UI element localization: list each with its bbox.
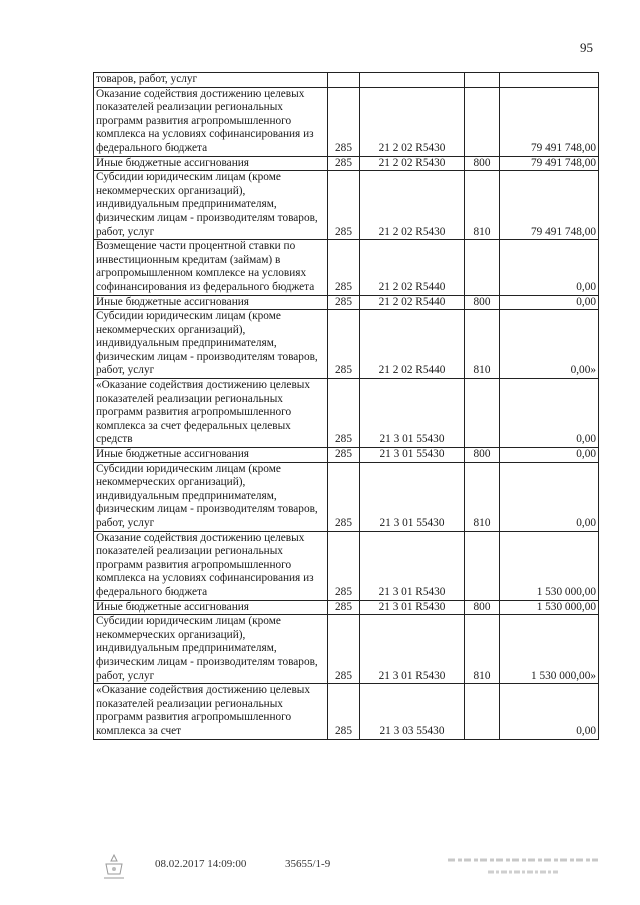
row-target-article: 21 2 02 R5430 xyxy=(360,156,465,171)
row-name: Иные бюджетные ассигнования xyxy=(94,600,328,615)
row-department-code: 285 xyxy=(328,171,360,240)
row-department-code: 285 xyxy=(328,462,360,531)
table-row xyxy=(94,171,599,240)
row-department-code: 285 xyxy=(328,295,360,310)
table-row xyxy=(94,379,599,448)
row-amount: 79 491 748,00 xyxy=(500,171,599,240)
row-expense-type xyxy=(465,240,500,295)
row-amount: 1 530 000,00» xyxy=(500,615,599,684)
budget-table xyxy=(93,72,599,740)
row-expense-type: 810 xyxy=(465,171,500,240)
row-target-article: 21 2 02 R5440 xyxy=(360,310,465,379)
row-department-code: 285 xyxy=(328,615,360,684)
table-row xyxy=(94,240,599,295)
row-department-code xyxy=(328,73,360,88)
row-expense-type xyxy=(465,531,500,600)
row-name: Субсидии юридическим лицам (кроме некоммерческих организаций), индивидуальным предпринимателям, физическим лицам - производителям товаров, работ, услуг xyxy=(94,615,328,684)
row-name: Субсидии юридическим лицам (кроме некоммерческих организаций), индивидуальным предпринимателям, физическим лицам - производителям товаров, работ, услуг xyxy=(94,310,328,379)
row-expense-type: 800 xyxy=(465,156,500,171)
table-row xyxy=(94,448,599,463)
row-name: Иные бюджетные ассигнования xyxy=(94,448,328,463)
row-target-article: 21 2 02 R5430 xyxy=(360,171,465,240)
row-name: Иные бюджетные ассигнования xyxy=(94,295,328,310)
row-name: «Оказание содействия достижению целевых показателей реализации региональных программ развития агропромышленного комплекса за счет xyxy=(94,684,328,739)
row-department-code: 285 xyxy=(328,531,360,600)
row-expense-type xyxy=(465,73,500,88)
row-amount: 0,00 xyxy=(500,462,599,531)
row-department-code: 285 xyxy=(328,684,360,739)
table-row xyxy=(94,684,599,739)
row-target-article: 21 3 03 55430 xyxy=(360,684,465,739)
row-amount: 0,00 xyxy=(500,448,599,463)
table-row xyxy=(94,87,599,156)
row-expense-type: 810 xyxy=(465,462,500,531)
row-name: «Оказание содействия достижению целевых показателей реализации региональных программ развития агропромышленного комплекса за счет федеральных целевых средств xyxy=(94,379,328,448)
row-amount: 1 530 000,00 xyxy=(500,531,599,600)
row-department-code: 285 xyxy=(328,310,360,379)
row-expense-type: 810 xyxy=(465,615,500,684)
row-department-code: 285 xyxy=(328,87,360,156)
row-target-article: 21 2 02 R5430 xyxy=(360,87,465,156)
table-row xyxy=(94,156,599,171)
row-target-article: 21 3 01 R5430 xyxy=(360,531,465,600)
row-target-article: 21 3 01 R5430 xyxy=(360,600,465,615)
row-amount: 1 530 000,00 xyxy=(500,600,599,615)
row-target-article: 21 3 01 55430 xyxy=(360,448,465,463)
page-footer xyxy=(0,858,640,888)
row-amount: 0,00 xyxy=(500,379,599,448)
row-name: Оказание содействия достижению целевых показателей реализации региональных программ развития агропромышленного комплекса на условиях софинансирования из федерального бюджета xyxy=(94,87,328,156)
row-name: товаров, работ, услуг xyxy=(94,73,328,88)
table-row xyxy=(94,295,599,310)
row-name: Субсидии юридическим лицам (кроме некоммерческих организаций), индивидуальным предпринимателям, физическим лицам - производителям товаров, работ, услуг xyxy=(94,171,328,240)
row-amount: 0,00 xyxy=(500,684,599,739)
row-name: Оказание содействия достижению целевых показателей реализации региональных программ развития агропромышленного комплекса на условиях софинансирования из федерального бюджета xyxy=(94,531,328,600)
row-amount: 79 491 748,00 xyxy=(500,156,599,171)
row-expense-type xyxy=(465,379,500,448)
row-expense-type xyxy=(465,684,500,739)
row-target-article: 21 2 02 R5440 xyxy=(360,295,465,310)
row-department-code: 285 xyxy=(328,600,360,615)
row-amount: 0,00 xyxy=(500,295,599,310)
row-amount: 0,00» xyxy=(500,310,599,379)
row-department-code: 285 xyxy=(328,448,360,463)
row-expense-type: 800 xyxy=(465,600,500,615)
row-name: Иные бюджетные ассигнования xyxy=(94,156,328,171)
table-row xyxy=(94,462,599,531)
table-row xyxy=(94,310,599,379)
table-row xyxy=(94,531,599,600)
row-expense-type: 800 xyxy=(465,295,500,310)
watermark-seal-icon xyxy=(448,854,598,880)
row-department-code: 285 xyxy=(328,156,360,171)
page-number: 95 xyxy=(580,40,593,55)
row-target-article: 21 3 01 R5430 xyxy=(360,615,465,684)
row-expense-type: 810 xyxy=(465,310,500,379)
row-amount: 79 491 748,00 xyxy=(500,87,599,156)
row-amount: 0,00 xyxy=(500,240,599,295)
row-target-article: 21 3 01 55430 xyxy=(360,379,465,448)
row-amount xyxy=(500,73,599,88)
row-target-article xyxy=(360,73,465,88)
table-row xyxy=(94,600,599,615)
stamp-icon xyxy=(100,852,128,882)
row-department-code: 285 xyxy=(328,379,360,448)
row-expense-type: 800 xyxy=(465,448,500,463)
row-name: Возмещение части процентной ставки по инвестиционным кредитам (займам) в агропромышленном комплексе на условиях софинансирования из федерального бюджета xyxy=(94,240,328,295)
table-row xyxy=(94,73,599,88)
row-name: Субсидии юридическим лицам (кроме некоммерческих организаций), индивидуальным предпринимателям, физическим лицам - производителям товаров, работ, услуг xyxy=(94,462,328,531)
row-target-article: 21 3 01 55430 xyxy=(360,462,465,531)
footer-date: 08.02.2017 14:09:00 xyxy=(155,858,247,870)
row-department-code: 285 xyxy=(328,240,360,295)
row-target-article: 21 2 02 R5440 xyxy=(360,240,465,295)
footer-doc-number: 35655/1-9 xyxy=(285,858,331,870)
table-row xyxy=(94,615,599,684)
row-expense-type xyxy=(465,87,500,156)
